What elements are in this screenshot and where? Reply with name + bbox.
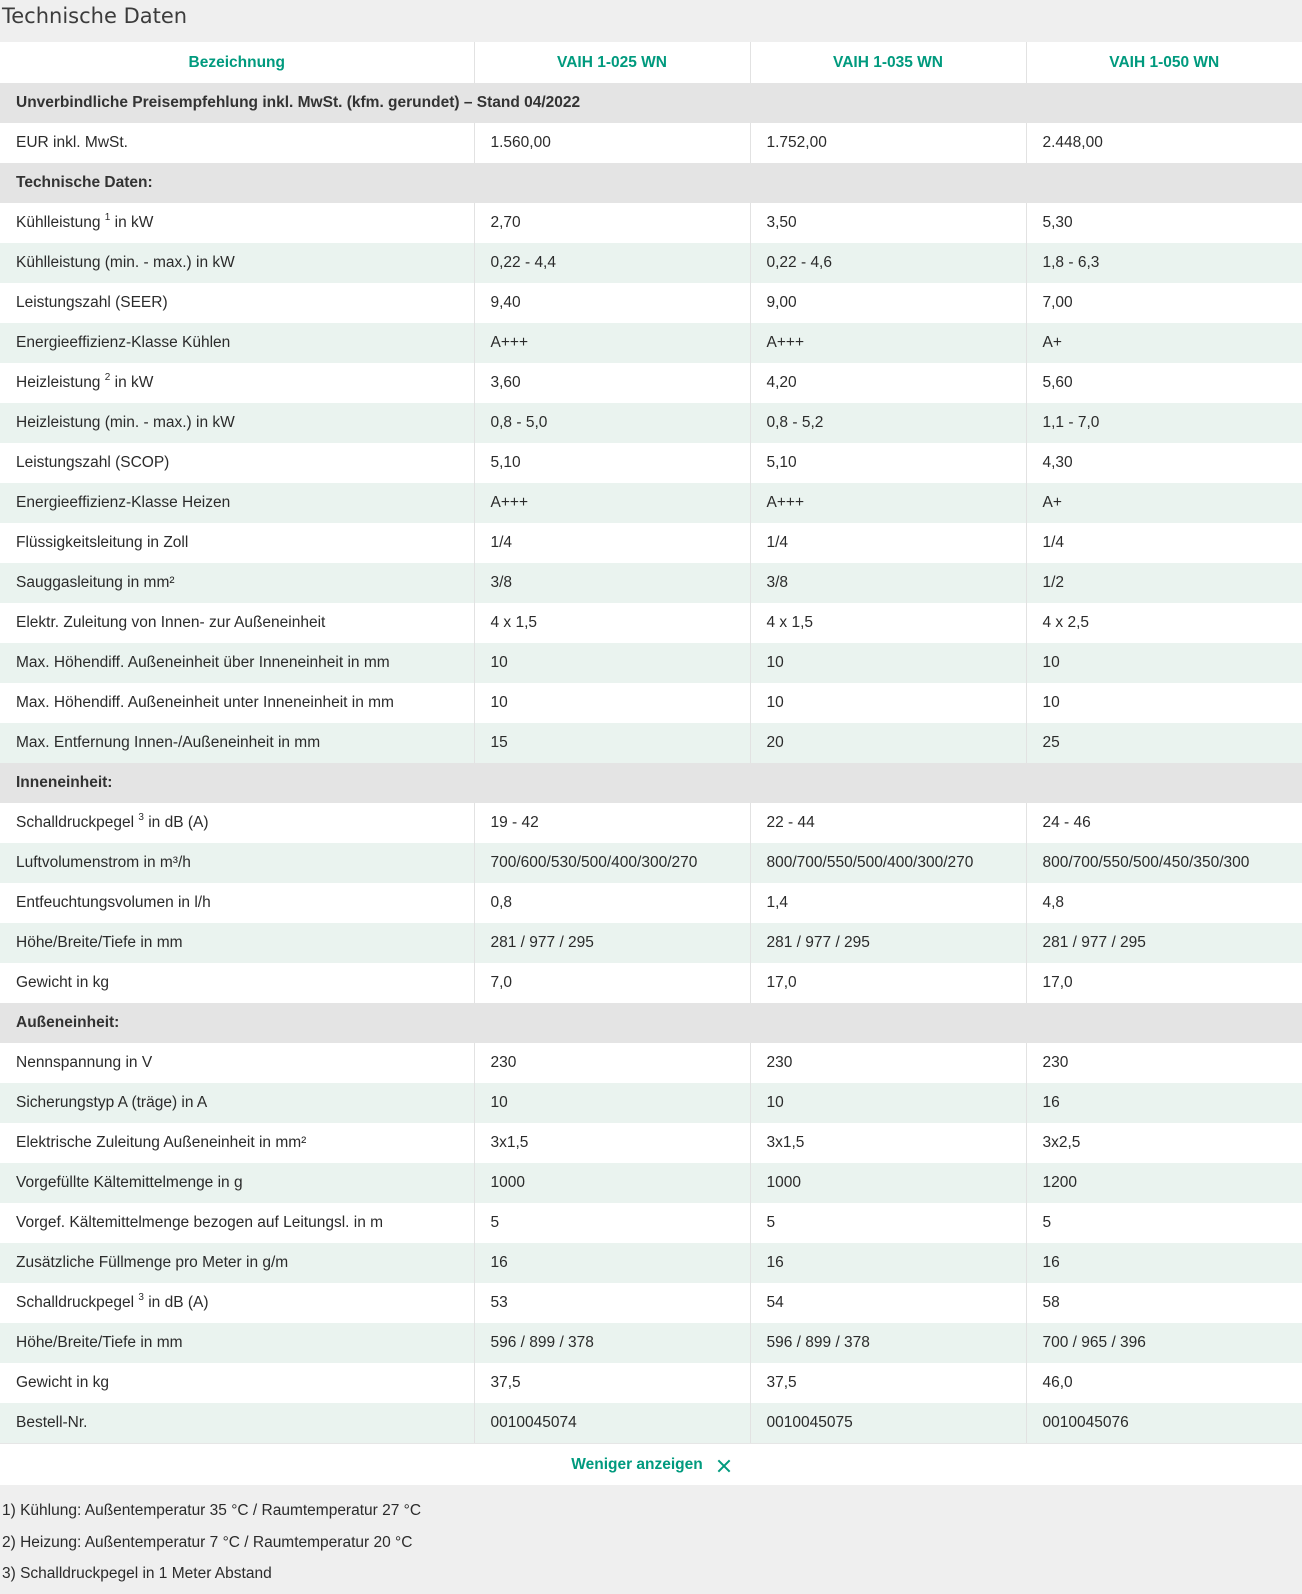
row-label: Energieeffizienz-Klasse Kühlen <box>0 323 474 363</box>
table-cell: 37,5 <box>474 1363 750 1403</box>
table-cell: 16 <box>1026 1243 1302 1283</box>
table-cell: 16 <box>1026 1083 1302 1123</box>
table-cell: 22 - 44 <box>750 803 1026 843</box>
table-cell: 1/4 <box>474 523 750 563</box>
table-cell: 0010045074 <box>474 1403 750 1443</box>
table-cell: 10 <box>474 683 750 723</box>
table-cell: 800/700/550/500/450/350/300 <box>1026 843 1302 883</box>
section-header-row <box>0 1003 1302 1043</box>
table-cell: 1,4 <box>750 883 1026 923</box>
table-cell: 4 x 2,5 <box>1026 603 1302 643</box>
row-label: Flüssigkeitsleitung in Zoll <box>0 523 474 563</box>
close-icon[interactable] <box>717 1459 731 1473</box>
table-cell: 24 - 46 <box>1026 803 1302 843</box>
table-cell: 0,8 <box>474 883 750 923</box>
table-cell: A+++ <box>474 483 750 523</box>
table-cell: 4,8 <box>1026 883 1302 923</box>
table-row <box>0 803 1302 843</box>
table-row <box>0 1043 1302 1083</box>
table-cell: 3x1,5 <box>750 1123 1026 1163</box>
footnote-ref: 1 <box>104 212 111 224</box>
footnotes <box>0 1485 1302 1594</box>
spec-table-body <box>0 83 1302 1443</box>
row-label: Leistungszahl (SEER) <box>0 283 474 323</box>
footnote-ref: 2 <box>104 372 111 384</box>
row-label: Sicherungstyp A (träge) in A <box>0 1083 474 1123</box>
row-label: Kühlleistung (min. - max.) in kW <box>0 243 474 283</box>
row-label: Gewicht in kg <box>0 963 474 1003</box>
table-cell: 7,0 <box>474 963 750 1003</box>
row-label: Max. Höhendiff. Außeneinheit unter Inneneinheit in mm <box>0 683 474 723</box>
table-row <box>0 1363 1302 1403</box>
table-row <box>0 1403 1302 1443</box>
column-header-model: VAIH 1-025 WN <box>474 42 750 83</box>
row-label: Bestell-Nr. <box>0 1403 474 1443</box>
table-cell: 0010045075 <box>750 1403 1026 1443</box>
row-label: Heizleistung (min. - max.) in kW <box>0 403 474 443</box>
row-label: Sauggasleitung in mm² <box>0 563 474 603</box>
table-cell: 3x2,5 <box>1026 1123 1302 1163</box>
table-row <box>0 523 1302 563</box>
row-label-unit: in dB (A) <box>143 814 209 832</box>
table-cell: 1,1 - 7,0 <box>1026 403 1302 443</box>
table-row <box>0 1163 1302 1203</box>
row-label-text: Heizleistung <box>16 374 101 392</box>
section-title: Außeneinheit: <box>0 1003 1302 1043</box>
table-cell: 37,5 <box>750 1363 1026 1403</box>
table-cell: 230 <box>474 1043 750 1083</box>
footnote: 1) Kühlung: Außentemperatur 35 °C / Raumtemperatur 27 °C <box>2 1502 422 1519</box>
row-label-text: Schalldruckpegel <box>16 1294 135 1312</box>
table-cell: 53 <box>474 1283 750 1323</box>
table-row <box>0 123 1302 163</box>
footnote-ref: 3 <box>138 812 144 824</box>
table-cell: 596 / 899 / 378 <box>474 1323 750 1363</box>
row-label: Gewicht in kg <box>0 1363 474 1403</box>
table-header-row <box>0 42 1302 83</box>
row-label: Max. Entfernung Innen-/Außeneinheit in mm <box>0 723 474 763</box>
table-cell: 1/2 <box>1026 563 1302 603</box>
table-row <box>0 963 1302 1003</box>
row-label <box>0 803 474 843</box>
table-cell: 3x1,5 <box>474 1123 750 1163</box>
table-row <box>0 843 1302 883</box>
footnote-ref: 3 <box>138 1292 144 1304</box>
table-cell: 1/4 <box>750 523 1026 563</box>
table-cell: 3,60 <box>474 363 750 403</box>
table-row <box>0 1083 1302 1123</box>
table-row <box>0 483 1302 523</box>
row-label: Leistungszahl (SCOP) <box>0 443 474 483</box>
row-label: Max. Höhendiff. Außeneinheit über Inneneinheit in mm <box>0 643 474 683</box>
table-cell: 0010045076 <box>1026 1403 1302 1443</box>
table-cell: 17,0 <box>1026 963 1302 1003</box>
footnote: 3) Schalldruckpegel in 1 Meter Abstand <box>2 1565 272 1582</box>
table-row <box>0 563 1302 603</box>
row-label: Entfeuchtungsvolumen in l/h <box>0 883 474 923</box>
table-row <box>0 883 1302 923</box>
row-label: Energieeffizienz-Klasse Heizen <box>0 483 474 523</box>
row-label: Luftvolumenstrom in m³/h <box>0 843 474 883</box>
table-cell: 1200 <box>1026 1163 1302 1203</box>
section-header-row <box>0 83 1302 123</box>
table-cell: 54 <box>750 1283 1026 1323</box>
table-cell: A+++ <box>750 483 1026 523</box>
row-label: EUR inkl. MwSt. <box>0 123 474 163</box>
row-label <box>0 203 474 243</box>
table-cell: 0,22 - 4,4 <box>474 243 750 283</box>
table-cell: 10 <box>474 1083 750 1123</box>
table-cell: 3/8 <box>750 563 1026 603</box>
table-row <box>0 923 1302 963</box>
table-cell: 20 <box>750 723 1026 763</box>
table-cell: 3,50 <box>750 203 1026 243</box>
table-cell: 5,30 <box>1026 203 1302 243</box>
table-cell: 16 <box>474 1243 750 1283</box>
table-cell: 700/600/530/500/400/300/270 <box>474 843 750 883</box>
section-title: Unverbindliche Preisempfehlung inkl. MwSt. (kfm. gerundet) – Stand 04/2022 <box>0 83 1302 123</box>
table-cell: A+ <box>1026 323 1302 363</box>
table-row <box>0 723 1302 763</box>
table-cell: 25 <box>1026 723 1302 763</box>
table-row <box>0 243 1302 283</box>
table-cell: A+++ <box>474 323 750 363</box>
table-row <box>0 443 1302 483</box>
table-cell: 230 <box>1026 1043 1302 1083</box>
table-cell: 5,10 <box>750 443 1026 483</box>
table-cell: 5 <box>1026 1203 1302 1243</box>
table-cell: 5 <box>750 1203 1026 1243</box>
column-header-bezeichnung: Bezeichnung <box>0 42 474 83</box>
footnote: 2) Heizung: Außentemperatur 7 °C / Raumtemperatur 20 °C <box>2 1533 413 1551</box>
row-label: Vorgef. Kältemittelmenge bezogen auf Leitungsl. in m <box>0 1203 474 1243</box>
table-cell: 10 <box>750 1083 1026 1123</box>
table-cell: 46,0 <box>1026 1363 1302 1403</box>
row-label <box>0 1283 474 1323</box>
row-label: Vorgefüllte Kältemittelmenge in g <box>0 1163 474 1203</box>
table-cell: 0,8 - 5,2 <box>750 403 1026 443</box>
row-label: Höhe/Breite/Tiefe in mm <box>0 923 474 963</box>
table-cell: A+++ <box>750 323 1026 363</box>
table-cell: 1000 <box>474 1163 750 1203</box>
table-cell: 4 x 1,5 <box>750 603 1026 643</box>
table-cell: 7,00 <box>1026 283 1302 323</box>
column-header-model: VAIH 1-035 WN <box>750 42 1026 83</box>
table-cell: 10 <box>750 683 1026 723</box>
column-header-model: VAIH 1-050 WN <box>1026 42 1302 83</box>
show-less-bar[interactable] <box>0 1443 1302 1485</box>
table-cell: 2.448,00 <box>1026 123 1302 163</box>
page-title: Technische Daten <box>2 4 188 28</box>
table-cell: 10 <box>1026 643 1302 683</box>
table-cell: 58 <box>1026 1283 1302 1323</box>
table-cell: 3/8 <box>474 563 750 603</box>
table-cell: 10 <box>1026 683 1302 723</box>
table-cell: 4,30 <box>1026 443 1302 483</box>
table-cell: 0,8 - 5,0 <box>474 403 750 443</box>
table-row <box>0 1203 1302 1243</box>
row-label: Zusätzliche Füllmenge pro Meter in g/m <box>0 1243 474 1283</box>
row-label-unit: in kW <box>110 214 154 232</box>
table-cell: 2,70 <box>474 203 750 243</box>
table-row <box>0 1123 1302 1163</box>
table-cell: 230 <box>750 1043 1026 1083</box>
table-row <box>0 683 1302 723</box>
table-cell: 700 / 965 / 396 <box>1026 1323 1302 1363</box>
table-row <box>0 1243 1302 1283</box>
table-cell: A+ <box>1026 483 1302 523</box>
section-header-row <box>0 763 1302 803</box>
table-cell: 4,20 <box>750 363 1026 403</box>
table-cell: 281 / 977 / 295 <box>474 923 750 963</box>
table-cell: 1.560,00 <box>474 123 750 163</box>
table-row <box>0 323 1302 363</box>
table-cell: 10 <box>750 643 1026 683</box>
table-cell: 0,22 - 4,6 <box>750 243 1026 283</box>
table-cell: 15 <box>474 723 750 763</box>
table-cell: 800/700/550/500/400/300/270 <box>750 843 1026 883</box>
table-row <box>0 283 1302 323</box>
spec-table <box>0 42 1302 1443</box>
table-cell: 5,10 <box>474 443 750 483</box>
row-label-text: Kühlleistung <box>16 214 101 232</box>
table-cell: 1/4 <box>1026 523 1302 563</box>
table-row <box>0 1323 1302 1363</box>
section-title: Inneneinheit: <box>0 763 1302 803</box>
section-header-row <box>0 163 1302 203</box>
row-label-unit: in dB (A) <box>143 1294 209 1312</box>
row-label: Nennspannung in V <box>0 1043 474 1083</box>
table-cell: 17,0 <box>750 963 1026 1003</box>
table-cell: 1000 <box>750 1163 1026 1203</box>
table-row <box>0 643 1302 683</box>
row-label: Elektr. Zuleitung von Innen- zur Außeneinheit <box>0 603 474 643</box>
table-cell: 1,8 - 6,3 <box>1026 243 1302 283</box>
table-cell: 4 x 1,5 <box>474 603 750 643</box>
table-cell: 596 / 899 / 378 <box>750 1323 1026 1363</box>
table-cell: 19 - 42 <box>474 803 750 843</box>
show-less-link[interactable]: Weniger anzeigen <box>571 1455 703 1473</box>
table-cell: 281 / 977 / 295 <box>1026 923 1302 963</box>
table-cell: 281 / 977 / 295 <box>750 923 1026 963</box>
table-row <box>0 203 1302 243</box>
section-title: Technische Daten: <box>0 163 1302 203</box>
row-label <box>0 363 474 403</box>
row-label-text: Schalldruckpegel <box>16 814 135 832</box>
table-cell: 5 <box>474 1203 750 1243</box>
table-row <box>0 1283 1302 1323</box>
table-row <box>0 603 1302 643</box>
table-cell: 5,60 <box>1026 363 1302 403</box>
table-cell: 16 <box>750 1243 1026 1283</box>
table-cell: 9,40 <box>474 283 750 323</box>
table-row <box>0 363 1302 403</box>
table-cell: 10 <box>474 643 750 683</box>
row-label: Höhe/Breite/Tiefe in mm <box>0 1323 474 1363</box>
row-label-unit: in kW <box>110 374 154 392</box>
row-label: Elektrische Zuleitung Außeneinheit in mm² <box>0 1123 474 1163</box>
table-cell: 9,00 <box>750 283 1026 323</box>
table-row <box>0 403 1302 443</box>
table-cell: 1.752,00 <box>750 123 1026 163</box>
